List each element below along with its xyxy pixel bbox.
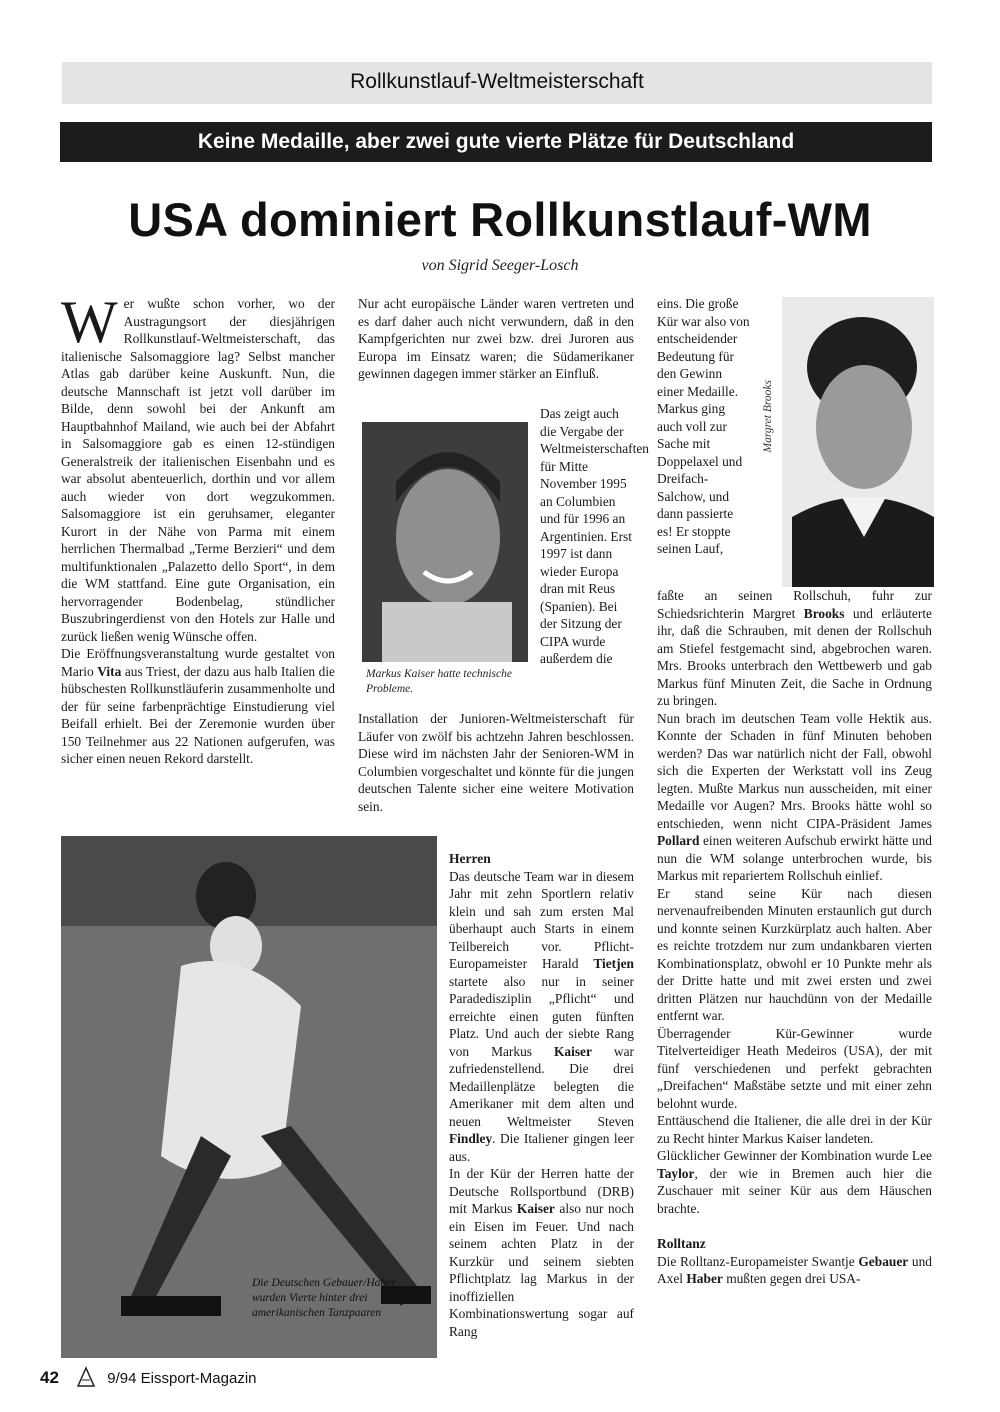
paragraph: Enttäuschend die Italiener, die alle drei in der Kür zu Recht hinter Markus Kaiser landeten. — [657, 1113, 932, 1146]
column-3-main — [657, 587, 932, 1288]
byline: von Sigrid Seeger-Losch — [421, 257, 579, 274]
photo-markus-kaiser — [362, 422, 528, 662]
issue-label: 9/94 Eissport-Magazin — [107, 1369, 257, 1387]
paragraph: Die Eröffnungsveranstaltung wurde gestaltet von Mario Vita aus Triest, der dazu aus halb Italien die hübschesten Rollkunstläuferin zusammenholte und der für seine farbenprächtige Einstudierung viel Beifall erhielt. Bei der Zeremonie wurden über 150 Teilnehmer aus 22 Nationen aufgerufen, was sicher einen neuen Rekord darstellt. — [61, 646, 336, 766]
subtitle-bar: Keine Medaille, aber zwei gute vierte Plätze für Deutschland — [60, 122, 932, 162]
photo-caption-gebauer-haber: Die Deutschen Gebauer/Haber wurden Vierte hinter drei amerikanischen Tanzpaaren — [252, 1277, 396, 1319]
paragraph: Er stand seine Kür nach diesen nervenaufreibenden Minuten erstaunlich gut durch und konnte seinen Kurzkürplatz auch halten. Aber es reichte trotzdem nur zum undankbaren vierten Kombinationsplatz, obwohl er 10 Punkte mehr als der Dritte hatte und mit zwei ersten und zwei dritten Plätzen nur hauchdünn von der Medaille entfernt war. — [657, 885, 932, 1023]
paragraph: Glücklicher Gewinner der Kombination wurde Lee Taylor, der wie in Bremen auch hier die Zuschauer mit seiner Kür aus dem Häuschen brachte. — [657, 1148, 932, 1216]
column-2-side: Das zeigt auch die Vergabe der Weltmeisterschaften für Mitte November 1995 an Columbien und für 1996 an Argentinien. Erst 1997 ist dann wieder Europa dran mit Reus (Spanien). Bei der Sitzung der CIPA wurde außerdem die — [540, 406, 649, 666]
paragraph: Überragender Kür-Gewinner wurde Titelverteidiger Heath Medeiros (USA), der mit fünf verschiedenen und perfekt gebrachten „Dreifachen“ Maßstäbe setzte und mit einer zehn belohnt wurde. — [657, 1025, 932, 1111]
paragraph: Das deutsche Team war in diesem Jahr mit zehn Sportlern relativ klein und sah zum ersten Mal überhaupt auch Starts in einem Teilbereich vor. Pflicht-Europameister Harald Tietjen startete also nur in seiner Paradedisziplin „Pflicht“ und erreichte einen guten fünften Platz. Und auch der siebte Rang von Markus Kaiser war zufriedenstellend. Die drei Medaillenplätze belegten die Amerikaner mit dem alten und neuen Weltmeister Steven Findley. Die Italiener gingen leer aus. — [449, 868, 634, 1164]
paragraph: Nun brach im deutschen Team volle Hektik aus. Konnte der Schaden in fünf Minuten behoben werden? Das war natürlich nicht der Fall, obwohl sich die Experten der Werkstatt voll ins Zeug legten. Mußte Markus nun ausscheiden, mit einer Medaille vor Augen? Mrs. Brooks hätte wohl so entschieden, wenn nicht CIPA-Präsident James Pollard einen weiteren Aufschub erwirkt hätte und nun die WM solange unterbrochen wurde, bis Markus mit repariertem Rollschuh einlief. — [657, 710, 932, 883]
column-3-side: eins. Die große Kür war also von entscheidender Bedeutung für den Gewinn einer Medaille. Markus ging auch voll zur Sache mit Doppelaxel und Dreifach-Salchow, und dann passierte es! Er stoppte seinen Lauf, — [657, 296, 750, 556]
portrait-illustration — [362, 422, 528, 662]
column-2-bottom: Installation der Junioren-Weltmeisterschaft für Läufer von zwölf bis achtzehn Jahren beschlossen. Diese wird im nächsten Jahr der Senioren-WM in Columbien vorgeschaltet und könnte für die jungen deutschen Talente sicher eine weitere Motivation sein. — [358, 711, 634, 814]
intro-paragraph: Wer wußte schon vorher, wo der Austragungsort der diesjährigen Rollkunstlauf-Weltmeisterschaft, das italienische Salsomaggiore lag? Selbst mancher Atlas gab darüber keine Auskunft. Nun, die deutsche Mannschaft ist jetzt voll darüber im Bilde, denn sowohl bei der Ankunft am Hauptbahnhof Mailand, wie auch bei der Abfahrt in Salsomaggiore gab es einen 12-stündigen Generalstreik der italienischen Eisenbahn und es war absolut abenteuerlich, dorthin und vor allem auch wieder von dort wegzukommen. Salsomaggiore ist ein geruhsamer, eleganter Kurort in der Nähe von Parma mit einem herrlichen Thermalbad „Terme Berzieri“ und dem multifunktionalen „Palazetto dello Sport“, in dem die WM stattfand. Eine gute Organisation, ein hervorragender Bodenbelag, stündlicher Buszubringerdienst von den Hotels zur Halle und zurück ließen wenig Wünsche offen. — [61, 289, 335, 644]
column-herren — [449, 850, 634, 1340]
portrait-illustration — [782, 297, 934, 587]
column-2-top: Nur acht europäische Länder waren vertreten und es darf daher auch nicht verwundern, daß in den Kampfgerichten nur zwei bzw. drei Juroren aus Europa im Einsatz waren; die Südamerikaner gewinnen dagegen immer stärker an Einfluß. — [358, 296, 634, 381]
paragraph: faßte an seinen Rollschuh, fuhr zur Schiedsrichterin Margret Brooks und erläuterte ihr, daß die Schrauben, mit denen der Rollschuh am Stiefel festgemacht sind, abgebrochen waren. Mrs. Brooks unterbrach den Wettbewerb und gab Markus fünf Minuten Zeit, die Sache in Ordnung zu bringen. — [657, 588, 932, 708]
headline: USA dominiert Rollkunstlauf-WM — [128, 193, 872, 246]
photo-margret-brooks — [782, 297, 934, 587]
page-footer — [40, 1366, 257, 1392]
paragraph: In der Kür der Herren hatte der Deutsche Rollsportbund (DRB) mit Markus Kaiser also nur noch ein Eisen im Feuer. Und nach seinem achten Platz in der Kurzkür und seinem siebten Pflichtplatz lag Markus in der inoffiziellen Kombinationswertung sogar auf Rang — [449, 1166, 634, 1339]
magazine-logo-icon — [75, 1366, 97, 1392]
column-1 — [61, 289, 336, 768]
page-number: 42 — [40, 1367, 59, 1387]
drop-cap: W — [61, 289, 118, 355]
subhead-rolltanz: Rolltanz — [657, 1236, 706, 1251]
subhead-herren: Herren — [449, 851, 491, 866]
photo-credit-brooks: Margret Brooks — [762, 380, 774, 453]
paragraph: Die Rolltanz-Europameister Swantje Gebauer und Axel Haber mußten gegen drei USA- — [657, 1253, 932, 1286]
photo-caption-kaiser: Markus Kaiser hatte technische Probleme. — [366, 668, 512, 695]
section-kicker: Rollkunstlauf-Weltmeisterschaft — [62, 62, 932, 104]
